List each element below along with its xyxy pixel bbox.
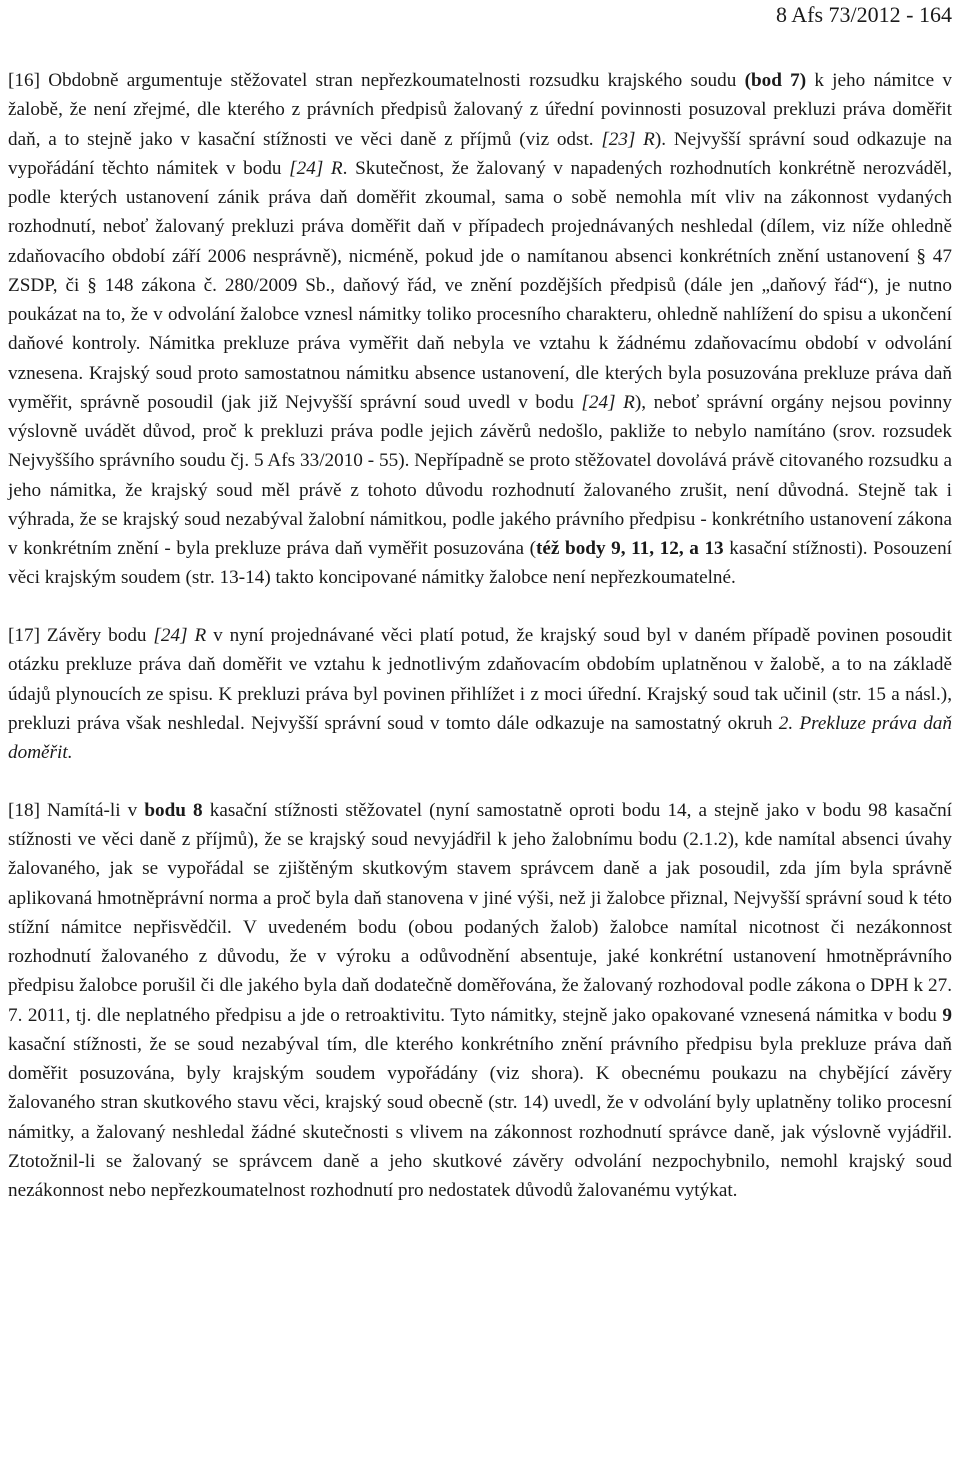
text-segment: [24] R bbox=[153, 625, 207, 646]
text-segment: kasační stížnosti, že se soud nezabýval tím, dle kterého konkrétního znění právního předpisu byla prekluze práva daň doměřit posuzována, byly krajským soudem vypořádány (viz shora). K obecnému poukazu na chybějící závěry žalovaného stran skutkového stavu věci, krajský soud obecně (str. 14) uvedl, že v odvolání byly uplatněny toliko procesní námitky, a žalovaný neshledal žádné skutečnosti s vlivem na zákonnost rozhodnutí správce daně, jak výslovně vyjádřil. Ztotožnil-li se žalovaný se správcem daně a jeho skutkové závěry odvolání nezpochybnilo, nemohl krajský soud nezákonnost nebo nepřezkoumatelnost rozhodnutí pro nedostatek důvodů žalovanému vytýkat. bbox=[8, 1033, 952, 1201]
text-segment: Závěry bodu bbox=[39, 625, 154, 646]
text-segment: . Skutečnost, že žalovaný v napadených rozhodnutích konkrétně nerozváděl, podle kterých ustanovení zánik práva daň doměřit zkoumal, sama o sobě nemohla mít vliv na zákonnost vydaných rozhodnutí, neboť žalovaný prekluzi práva doměřit daň v případech projednávaných neshledal (dílem, viz níže ohledně zdaňovacího období září 2006 nesprávně), nicméně, pokud jde o namítanou absenci konkrétních znění ustanovení § 47 ZSDP, či § 148 zákona č. 280/2009 Sb., daňový řád, ve znění pozdějších předpisů (dále jen „daňový řád“), je nutno poukázat na to, že v odvolání žalobce vznesl námitky toliko procesního charakteru, ohledně nahlížení do spisu a ukončení daňové kontroly. Námitka prekluze práva vyměřit daň nebyla ve vztahu k žádnému zdaňovacímu období v odvolání vznesena. Krajský soud proto samostatnou námitku absence ustanovení, dle kterých byla posuzována prekluze práva daň vyměřit, správně posoudil (jak již Nejvyšší správní soud uvedl v bodu bbox=[8, 157, 952, 413]
paragraph-number: [18] bbox=[8, 799, 40, 821]
text-segment: Obdobně argumentuje stěžovatel stran nepřezkoumatelnosti rozsudku krajského soudu bbox=[39, 70, 745, 91]
text-segment: ), neboť správní orgány nejsou povinny výslovně uvádět důvod, proč k prekluzi práva podle jejich závěrů nedošlo, pakliže to nebylo namítáno (srov. rozsudek Nejvyššího správního soudu čj. 5 Afs 33/2010 - 55). Nepřípadně se proto stěžovatel dovolává právě citovaného rozsudku a jeho námitka, že krajský soud měl právě z tohoto důvodu rozhodnutí žalovaného zrušit, není důvodná. Stejně tak i výhrada, že se krajský soud nezabýval žalobní námitkou, podle jakého právního předpisu - konkrétního ustanovení zákona v konkrétním znění - byla prekluze práva daň vyměřit posuzována ( bbox=[8, 391, 952, 559]
text-segment: 9 bbox=[942, 1004, 952, 1026]
paragraph-16 bbox=[8, 66, 952, 593]
text-segment: kasační stížnosti). Posouzení věci krajským soudem (str. 13-14) takto koncipované námitky žalobce není nepřezkoumatelné. bbox=[8, 538, 952, 589]
text-segment: [23] R bbox=[601, 128, 655, 150]
paragraph-17 bbox=[8, 621, 952, 767]
text-segment: [24] R bbox=[289, 157, 343, 179]
text-segment: ). Nejvyšší správní soud odkazuje na vypořádání těchto námitek v bodu bbox=[8, 128, 952, 179]
paragraph-18 bbox=[8, 796, 952, 1206]
text-segment: kasační stížnosti stěžovatel (nyní samostatně oproti bodu 14, a stejně jako v bodu 98 kasační stížnosti ve věci daně z příjmů), že se krajský soud nevyjádřil k jeho žalobnímu bodu (2.1.2), kde namítal absenci úvahy žalovaného, jak se vypořádal se zjištěným skutkovým stavem správcem daně a jak posoudil, zda jím byla správně aplikovaná hmotněprávní norma a proč byla daň stanovena v jiné výši, než ji žalobce přiznal, Nejvyšší správní soud k této stížní námitce nepřisvědčil. V uvedeném bodu (obou podaných žalob) žalobce namítal nicotnost či nezákonnost rozhodnutí žalovaného z důvodu, že v výroku a odůvodnění absentuje, jaké konkrétní ustanovení hmotněprávního předpisu žalobce porušil či dle jakého byla daň dodatečně doměřována, že žalovaný rozhodoval podle zákona o DPH k 27. 7. 2011, tj. dle neplatného předpisu a jde o retroaktivitu. Tyto námitky, stejně jako opakované vznesená námitka v bodu bbox=[8, 799, 953, 1026]
text-segment: v nyní projednávané věci platí potud, že krajský soud byl v daném případě povinen posoudit otázku prekluze práva daň doměřit ve vztahu k jednotlivým zdaňovacím obdobím uplatněnou v žalobě, a to na základě údajů plynoucích ze spisu. K prekluzi práva byl povinen přihlížet i z moci úřední. Krajský soud tak učinil (str. 15 a násl.), prekluzi práva však neshledal. Nejvyšší správní soud v tomto dále odkazuje na samostatný okruh bbox=[8, 625, 952, 734]
text-segment: též body 9, 11, 12, a 13 bbox=[536, 538, 724, 559]
text-segment: bodu 8 bbox=[144, 799, 203, 821]
paragraph-number: [17] bbox=[8, 625, 40, 646]
paragraph-number: [16] bbox=[8, 70, 40, 91]
paragraphs-container bbox=[8, 66, 952, 1205]
text-segment: (bod 7) bbox=[744, 70, 807, 91]
text-segment: Namítá-li v bbox=[39, 799, 145, 821]
text-segment: 2. Prekluze práva daň doměřit. bbox=[8, 712, 952, 763]
text-segment: k jeho námitce v žalobě, že není zřejmé, dle kterého z právních předpisů žalovaný z úřední povinnosti posuzoval prekluzi práva doměřit daň, a to stejně jako v kasační stížnosti ve věci daně z příjmů (viz odst. bbox=[8, 70, 953, 150]
text-segment: [24] R bbox=[581, 391, 635, 413]
case-number-header: 8 Afs 73/2012 - 164 bbox=[776, 2, 952, 27]
